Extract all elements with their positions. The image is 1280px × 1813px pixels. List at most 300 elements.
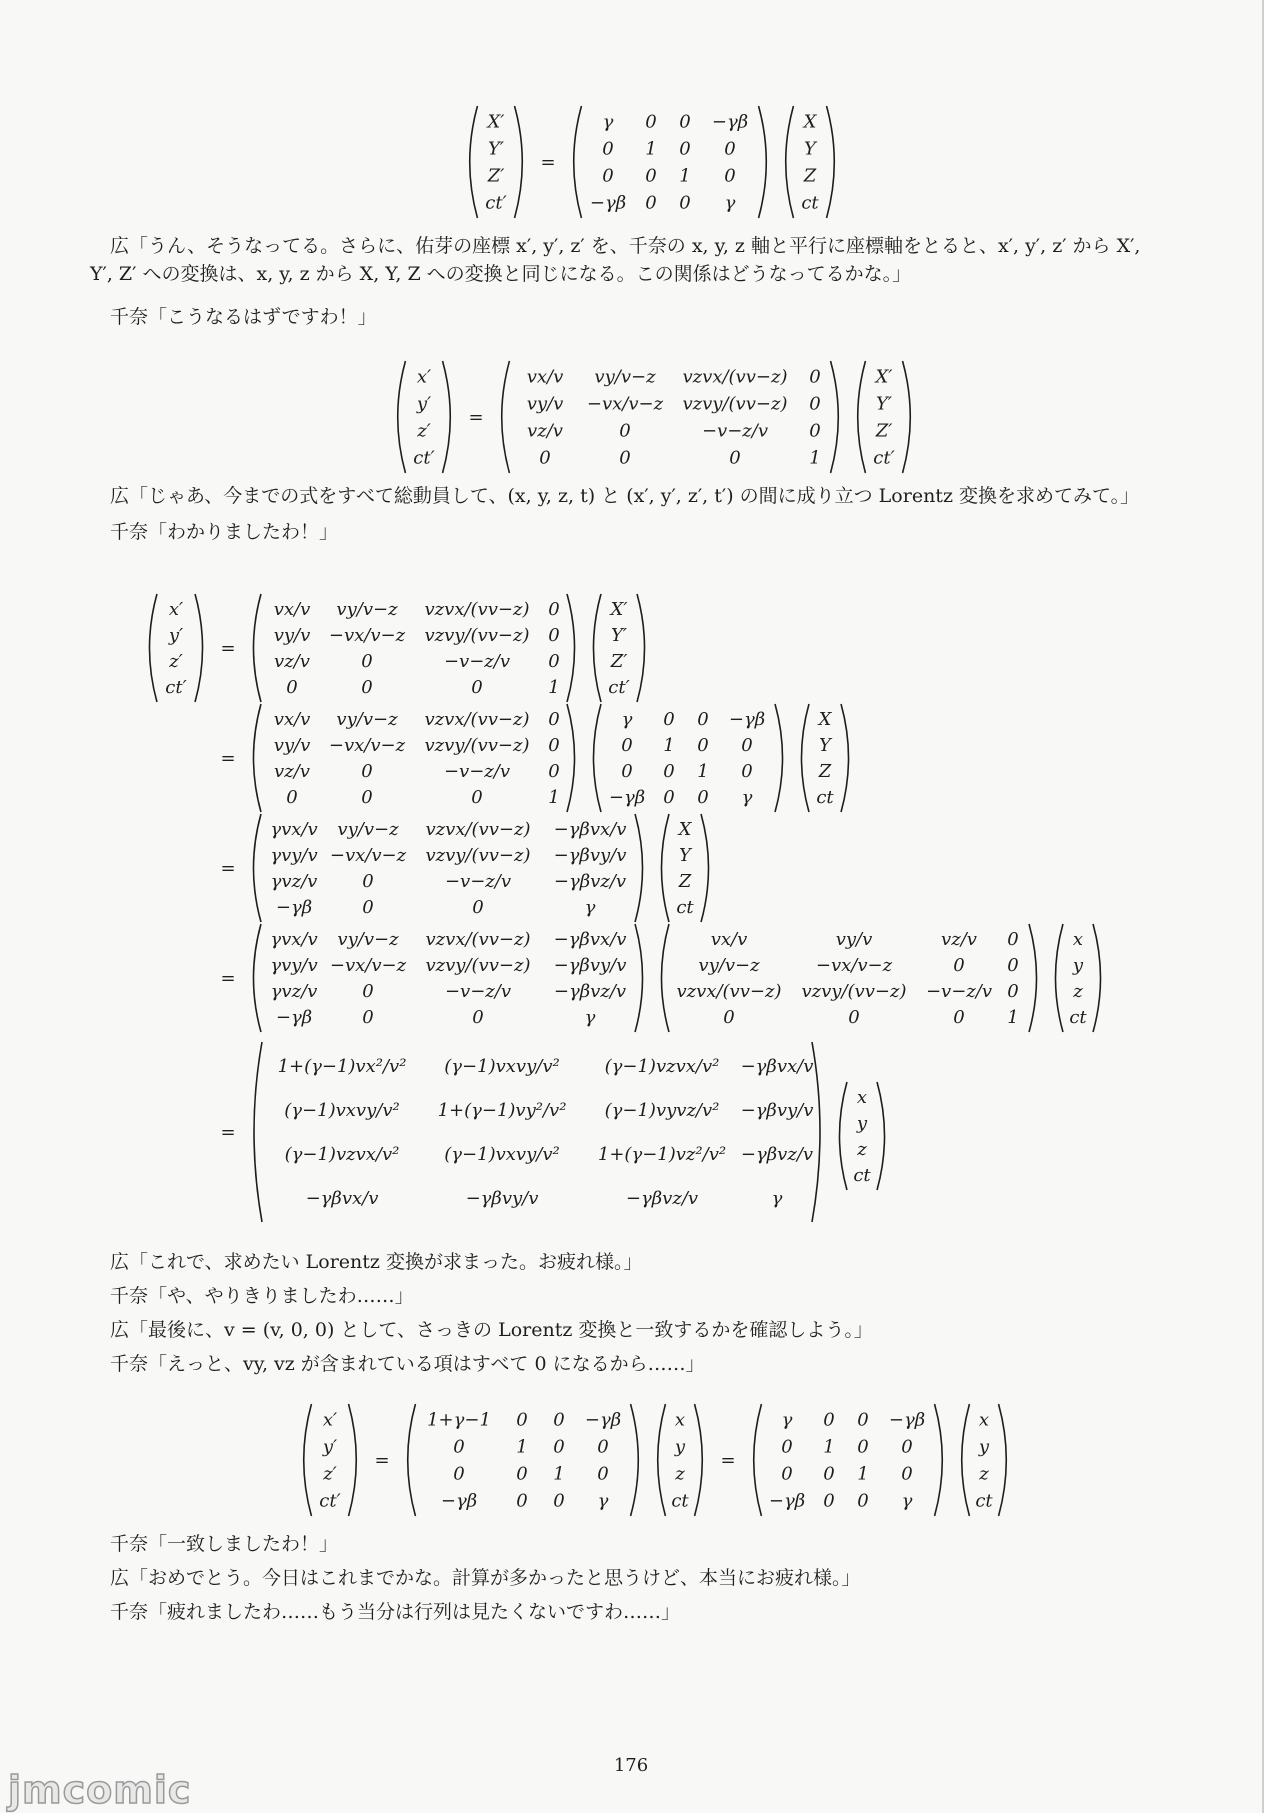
d4-rotT-cell-0-3: 0: [1007, 929, 1019, 950]
d1-vec-right-paren: [637, 594, 644, 702]
eq2-rot-cell-0-1: vy/v−z: [594, 366, 656, 388]
c-mat-cell-0-0: 1+γ−1: [427, 1409, 491, 1431]
c-boost-right-paren: [935, 1404, 943, 1516]
d2-rot-cell-3-1: 0: [361, 787, 373, 808]
c-lhs-cell-1-0: y′: [322, 1436, 338, 1458]
d1-lhs-right-paren: [195, 594, 202, 702]
d4-prod-cell-0-2: vzvx/(vv−z): [425, 929, 531, 950]
dialogue-line-10: 広「おめでとう。今日はこれまでかな。計算が多かったと思うけど、本当にお疲れ様。」: [110, 1567, 861, 1589]
c-mat-cell-2-0: 0: [453, 1463, 465, 1485]
eq2-lhs-cell-0-0: x′: [416, 366, 432, 388]
c-mat-cell-0-1: 0: [516, 1409, 528, 1431]
d4-prod-cell-1-1: −vx/v−z: [329, 955, 407, 976]
d4-prod-cell-2-3: −γβvz/v: [553, 981, 627, 1002]
c-boost-cell-0-2: 0: [857, 1409, 869, 1431]
d1-rot-cell-1-2: vzvy/(vv−z): [424, 625, 530, 646]
eq1-lhs-left-paren: [470, 106, 478, 218]
c-mat-left-paren: [408, 1404, 416, 1516]
eq1-boost-left-paren: [574, 106, 582, 218]
d4-rotT-cell-1-2: 0: [953, 955, 965, 976]
c-vec2-cell-1-0: y: [978, 1436, 990, 1458]
d4-prod-cell-0-0: γvx/v: [270, 929, 318, 950]
d4-prod-cell-3-3: γ: [584, 1007, 596, 1028]
d4-rotT-cell-0-1: vy/v: [835, 929, 873, 950]
d4-rotT-cell-2-1: vzvy/(vv−z): [801, 981, 907, 1002]
c-boost-cell-3-2: 0: [857, 1490, 869, 1512]
c-lhs-cell-3-0: ct′: [319, 1490, 341, 1512]
d5-fin-cell-3-3: γ: [771, 1188, 783, 1209]
c-equals-1: =: [374, 1450, 390, 1471]
c-mat-cell-0-2: 0: [553, 1409, 565, 1431]
d2-rot-right-paren: [567, 704, 574, 812]
d1-rot-cell-0-3: 0: [548, 599, 560, 620]
d2-equals: =: [220, 748, 236, 769]
eq2-lhs-cell-3-0: ct′: [413, 447, 435, 469]
d4-rotT-left-paren: [661, 924, 668, 1032]
d3-vec-cell-0-0: X: [678, 819, 692, 840]
d5-vec-right-paren: [877, 1082, 884, 1190]
c-mat-cell-3-1: 0: [516, 1490, 528, 1512]
eq2-rot-cell-0-2: vzvx/(vv−z): [682, 366, 788, 388]
d2-rot-cell-1-0: vy/v: [273, 735, 311, 756]
c-vec2-right-paren: [999, 1404, 1007, 1516]
eq2-lhs-cell-1-0: y′: [416, 393, 432, 415]
eq2-equals: =: [468, 407, 484, 428]
eq1-lhs-cell-0-0: X′: [487, 111, 505, 133]
d1-rot-cell-2-2: −v−z/v: [443, 651, 511, 672]
d2-rot-cell-3-2: 0: [471, 787, 483, 808]
eq1-rhs-cell-0-0: X: [803, 111, 817, 133]
d4-prod-cell-3-1: 0: [362, 1007, 374, 1028]
c-mat-cell-1-0: 0: [453, 1436, 465, 1458]
eq2-lhs-right-paren: [443, 361, 451, 473]
d1-rot-cell-3-0: 0: [286, 677, 298, 698]
d3-vec-cell-1-0: Y: [679, 845, 691, 866]
eq2-rot-cell-0-0: vx/v: [526, 366, 564, 388]
d1-vec-cell-1-0: Y′: [611, 625, 627, 646]
eq1-boost-right-paren: [759, 106, 767, 218]
eq2-rot-cell-1-1: −vx/v−z: [586, 393, 664, 415]
d5-fin-cell-3-1: −γβvy/v: [465, 1188, 539, 1209]
eq1-boost-cell-1-1: 1: [645, 138, 657, 160]
watermark-logo: jmcomic: [8, 1768, 192, 1812]
d3-prod-cell-2-3: −γβvz/v: [553, 871, 627, 892]
d4-prod-cell-3-0: −γβ: [275, 1007, 313, 1028]
c-mat-cell-3-3: γ: [597, 1490, 609, 1512]
d2-rot-cell-0-3: 0: [548, 709, 560, 730]
eq2-rot-cell-3-0: 0: [539, 447, 551, 469]
d2-boost-cell-0-3: −γβ: [728, 709, 766, 730]
d1-rot-cell-1-0: vy/v: [273, 625, 311, 646]
d4-prod-cell-3-2: 0: [472, 1007, 484, 1028]
d1-vec-left-paren: [593, 594, 600, 702]
d2-rot-cell-1-2: vzvy/(vv−z): [424, 735, 530, 756]
d1-rot-left-paren: [253, 594, 260, 702]
d5-fin-cell-0-1: (γ−1)vxvy/v²: [444, 1056, 560, 1077]
d5-fin-cell-2-3: −γβvz/v: [740, 1144, 814, 1165]
d1-rot-cell-1-3: 0: [548, 625, 560, 646]
eq1-rhs-right-paren: [827, 106, 835, 218]
d5-fin-cell-1-1: 1+(γ−1)vy²/v²: [437, 1100, 567, 1121]
d3-prod-cell-0-2: vzvx/(vv−z): [425, 819, 531, 840]
d4-rotT-cell-1-1: −vx/v−z: [815, 955, 893, 976]
c-vec1-cell-2-0: z: [675, 1463, 685, 1485]
d3-prod-left-paren: [253, 814, 260, 922]
page-number: 176: [613, 1755, 649, 1776]
d4-rotT-cell-1-3: 0: [1007, 955, 1019, 976]
eq2-rot-cell-3-1: 0: [619, 447, 631, 469]
eq2-rhs-cell-1-0: Y′: [876, 393, 892, 415]
eq1-lhs-right-paren: [515, 106, 523, 218]
d5-fin-cell-3-2: −γβvz/v: [625, 1188, 699, 1209]
d4-rotT-cell-3-3: 1: [1007, 1007, 1019, 1028]
c-boost-cell-0-3: −γβ: [888, 1409, 926, 1431]
d3-prod-cell-3-1: 0: [362, 897, 374, 918]
d1-vec-cell-0-0: X′: [610, 599, 628, 620]
c-boost-cell-2-0: 0: [781, 1463, 793, 1485]
d1-rot-cell-2-1: 0: [361, 651, 373, 672]
d2-boost-cell-3-1: 0: [663, 787, 675, 808]
eq1-boost-cell-3-3: γ: [724, 192, 736, 214]
c-lhs-left-paren: [304, 1404, 312, 1516]
d4-prod-cell-1-0: γvy/v: [270, 955, 318, 976]
c-boost-cell-1-3: 0: [901, 1436, 913, 1458]
d3-prod-cell-1-1: −vx/v−z: [329, 845, 407, 866]
d4-rotT-cell-2-3: 0: [1007, 981, 1019, 1002]
d5-fin-cell-2-0: (γ−1)vzvx/v²: [284, 1144, 400, 1165]
d1-vec-cell-2-0: Z′: [610, 651, 628, 672]
eq1-boost-cell-1-3: 0: [724, 138, 736, 160]
d2-vec-left-paren: [801, 704, 808, 812]
d4-prod-cell-0-1: vy/v−z: [337, 929, 399, 950]
d5-fin-left-paren: [254, 1042, 262, 1222]
c-boost-cell-1-0: 0: [781, 1436, 793, 1458]
d2-rot-cell-2-0: vz/v: [274, 761, 310, 782]
d2-boost-cell-0-2: 0: [697, 709, 709, 730]
equation-1: [0, 100, 1262, 220]
d4-prod-cell-0-3: −γβvx/v: [553, 929, 627, 950]
d2-boost-left-paren: [593, 704, 600, 812]
d5-vec-cell-1-0: y: [856, 1113, 868, 1134]
c-lhs-cell-2-0: z′: [323, 1463, 337, 1485]
d2-rot-cell-1-1: −vx/v−z: [328, 735, 406, 756]
d2-boost-cell-2-3: 0: [741, 761, 753, 782]
c-vec2-left-paren: [962, 1404, 970, 1516]
dialogue-line-5: 広「これで、求めたい Lorentz 変換が求まった。お疲れ様。」: [110, 1251, 643, 1273]
c-vec1-right-paren: [695, 1404, 703, 1516]
d2-rot-cell-2-3: 0: [548, 761, 560, 782]
d1-rot-cell-0-2: vzvx/(vv−z): [424, 599, 530, 620]
eq2-rot-cell-2-3: 0: [809, 420, 821, 442]
eq2-rhs-cell-0-0: X′: [875, 366, 893, 388]
eq2-rot-cell-2-2: −v−z/v: [701, 420, 769, 442]
d2-boost-cell-1-0: 0: [621, 735, 633, 756]
d4-vec-cell-1-0: y: [1072, 955, 1084, 976]
d2-boost-cell-3-3: γ: [741, 787, 753, 808]
d5-fin-cell-2-1: (γ−1)vxvy/v²: [444, 1144, 560, 1165]
d3-prod-cell-3-0: −γβ: [275, 897, 313, 918]
d3-prod-cell-1-0: γvy/v: [270, 845, 318, 866]
d4-rotT-cell-3-1: 0: [848, 1007, 860, 1028]
d5-fin-cell-3-0: −γβvx/v: [305, 1188, 379, 1209]
d3-prod-cell-3-3: γ: [584, 897, 596, 918]
d4-prod-cell-1-2: vzvy/(vv−z): [425, 955, 531, 976]
eq1-boost-cell-0-2: 0: [679, 111, 691, 133]
d2-boost-cell-1-3: 0: [741, 735, 753, 756]
c-vec1-cell-1-0: y: [674, 1436, 686, 1458]
eq1-boost-cell-0-0: γ: [602, 111, 614, 133]
d2-rot-cell-3-3: 1: [548, 787, 560, 808]
d2-vec-cell-0-0: X: [818, 709, 832, 730]
d1-rot-cell-2-3: 0: [548, 651, 560, 672]
d3-prod-cell-3-2: 0: [472, 897, 484, 918]
c-boost-cell-0-1: 0: [823, 1409, 835, 1431]
c-mat-cell-1-1: 1: [516, 1436, 528, 1458]
eq1-equals: =: [540, 152, 556, 173]
d4-prod-right-paren: [635, 924, 642, 1032]
d2-boost-cell-2-2: 1: [697, 761, 709, 782]
d2-vec-right-paren: [841, 704, 848, 812]
d3-equals: =: [220, 858, 236, 879]
eq1-rhs-cell-3-0: ct: [801, 192, 819, 214]
eq2-lhs-left-paren: [398, 361, 406, 473]
eq2-lhs-cell-2-0: z′: [417, 420, 431, 442]
d2-boost-right-paren: [775, 704, 782, 812]
c-boost-cell-3-0: −γβ: [768, 1490, 806, 1512]
d4-vec-left-paren: [1055, 924, 1062, 1032]
d4-prod-cell-2-2: −v−z/v: [444, 981, 512, 1002]
d5-fin-cell-1-0: (γ−1)vxvy/v²: [284, 1100, 400, 1121]
d2-boost-cell-1-1: 1: [663, 735, 675, 756]
d4-prod-cell-2-0: γvz/v: [270, 981, 318, 1002]
d2-boost-cell-3-0: −γβ: [608, 787, 646, 808]
dialogue-line-2: 千奈「こうなるはずですわ！」: [110, 306, 377, 328]
c-boost-cell-1-2: 0: [857, 1436, 869, 1458]
eq1-boost-cell-3-0: −γβ: [589, 192, 627, 214]
c-mat-cell-1-2: 0: [553, 1436, 565, 1458]
d2-rot-cell-0-2: vzvx/(vv−z): [424, 709, 530, 730]
dialogue-line-9: 千奈「一致しましたわ！」: [110, 1533, 339, 1555]
d1-rot-cell-3-3: 1: [548, 677, 560, 698]
dialogue-line-7: 広「最後に、v = (v, 0, 0) として、さっきの Lorentz 変換と一致するかを確認しよう。」: [110, 1319, 873, 1341]
eq1-boost-cell-3-1: 0: [645, 192, 657, 214]
d1-rot-cell-2-0: vz/v: [274, 651, 310, 672]
eq2-rot-cell-1-0: vy/v: [526, 393, 564, 415]
d3-prod-cell-2-2: −v−z/v: [444, 871, 512, 892]
c-mat-cell-1-3: 0: [597, 1436, 609, 1458]
d4-rotT-cell-2-0: vzvx/(vv−z): [676, 981, 782, 1002]
derivation-svg: [0, 592, 1262, 1232]
equation-check-svg: [0, 1400, 1262, 1520]
eq2-rhs-right-paren: [903, 361, 911, 473]
d1-lhs-cell-0-0: x′: [168, 599, 184, 620]
c-mat-cell-2-3: 0: [597, 1463, 609, 1485]
d4-rotT-cell-0-2: vz/v: [941, 929, 977, 950]
derivation-block: [0, 592, 1262, 1232]
eq1-boost-cell-0-1: 0: [645, 111, 657, 133]
d4-rotT-cell-0-0: vx/v: [710, 929, 748, 950]
d2-rot-left-paren: [253, 704, 260, 812]
c-vec1-cell-0-0: x: [674, 1409, 686, 1431]
c-mat-cell-2-2: 1: [553, 1463, 565, 1485]
d3-vec-cell-2-0: Z: [678, 871, 692, 892]
dialogue-line-3: 広「じゃあ、今までの式をすべて総動員して、(x, y, z, t) と (x′, y′, z′, t′) の間に成り立つ Lorentz 変換を求めてみて。」: [110, 485, 1140, 507]
d2-vec-cell-1-0: Y: [819, 735, 831, 756]
equation-2-svg: [0, 355, 1262, 475]
equation-1-svg: [0, 100, 1262, 220]
eq2-rot-cell-2-0: vz/v: [527, 420, 563, 442]
eq1-rhs-cell-1-0: Y: [804, 138, 816, 160]
d3-vec-right-paren: [701, 814, 708, 922]
equation-check: [0, 1400, 1262, 1520]
c-equals-2: =: [720, 1450, 736, 1471]
dialogue-line-11: 千奈「疲れましたわ……もう当分は行列は見たくないですわ……」: [110, 1601, 681, 1623]
d4-prod-cell-2-1: 0: [362, 981, 374, 1002]
d1-equals: =: [220, 638, 236, 659]
c-boost-cell-2-3: 0: [901, 1463, 913, 1485]
c-mat-cell-3-2: 0: [553, 1490, 565, 1512]
d2-vec-cell-2-0: Z: [818, 761, 832, 782]
d5-vec-cell-0-0: x: [856, 1087, 868, 1108]
eq2-rot-cell-2-1: 0: [619, 420, 631, 442]
eq2-rot-cell-0-3: 0: [809, 366, 821, 388]
c-boost-cell-0-0: γ: [781, 1409, 793, 1431]
d3-prod-cell-0-1: vy/v−z: [337, 819, 399, 840]
d2-vec-cell-3-0: ct: [816, 787, 834, 808]
d3-prod-cell-1-3: −γβvy/v: [553, 845, 627, 866]
eq1-boost-cell-1-2: 0: [679, 138, 691, 160]
d1-rot-cell-0-0: vx/v: [273, 599, 311, 620]
eq1-boost-cell-1-0: 0: [602, 138, 614, 160]
c-mat-cell-0-3: −γβ: [584, 1409, 622, 1431]
equation-2: [0, 355, 1262, 475]
d3-prod-cell-0-0: γvx/v: [270, 819, 318, 840]
eq2-rot-cell-3-3: 1: [809, 447, 821, 469]
d4-vec-cell-3-0: ct: [1069, 1007, 1087, 1028]
d1-vec-cell-3-0: ct′: [608, 677, 630, 698]
d4-prod-left-paren: [253, 924, 260, 1032]
eq2-rhs-cell-2-0: Z′: [875, 420, 893, 442]
d4-vec-cell-0-0: x: [1072, 929, 1084, 950]
d5-vec-cell-3-0: ct: [853, 1165, 871, 1186]
d2-boost-cell-3-2: 0: [697, 787, 709, 808]
d2-rot-cell-2-2: −v−z/v: [443, 761, 511, 782]
eq2-rot-cell-1-3: 0: [809, 393, 821, 415]
d5-vec-cell-2-0: z: [857, 1139, 867, 1160]
d4-rotT-cell-1-0: vy/v−z: [698, 955, 760, 976]
d4-rotT-cell-2-2: −v−z/v: [925, 981, 993, 1002]
c-lhs-right-paren: [349, 1404, 357, 1516]
d2-rot-cell-0-1: vy/v−z: [336, 709, 398, 730]
d1-lhs-cell-3-0: ct′: [165, 677, 187, 698]
d2-boost-cell-0-1: 0: [663, 709, 675, 730]
dialogue-line-6: 千奈「や、やりきりましたわ……」: [110, 1285, 414, 1307]
c-boost-cell-3-1: 0: [823, 1490, 835, 1512]
d4-rotT-cell-3-0: 0: [723, 1007, 735, 1028]
d1-rot-cell-1-1: −vx/v−z: [328, 625, 406, 646]
d1-lhs-left-paren: [149, 594, 156, 702]
d2-rot-cell-3-0: 0: [286, 787, 298, 808]
eq1-boost-cell-2-1: 0: [645, 165, 657, 187]
d4-rotT-cell-3-2: 0: [953, 1007, 965, 1028]
d1-rot-cell-3-2: 0: [471, 677, 483, 698]
d2-boost-cell-2-0: 0: [621, 761, 633, 782]
d4-equals: =: [220, 968, 236, 989]
d2-rot-cell-0-0: vx/v: [273, 709, 311, 730]
d2-boost-cell-1-2: 0: [697, 735, 709, 756]
d2-boost-cell-0-0: γ: [621, 709, 633, 730]
c-vec2-cell-3-0: ct: [975, 1490, 993, 1512]
d4-vec-right-paren: [1093, 924, 1100, 1032]
d3-prod-cell-0-3: −γβvx/v: [553, 819, 627, 840]
d2-rot-cell-1-3: 0: [548, 735, 560, 756]
c-boost-cell-2-2: 1: [857, 1463, 869, 1485]
d3-prod-cell-2-0: γvz/v: [270, 871, 318, 892]
eq2-rot-cell-3-2: 0: [729, 447, 741, 469]
eq2-rot-right-paren: [831, 361, 839, 473]
d5-vec-left-paren: [839, 1082, 846, 1190]
c-vec1-left-paren: [658, 1404, 666, 1516]
eq1-boost-cell-2-0: 0: [602, 165, 614, 187]
c-mat-cell-2-1: 0: [516, 1463, 528, 1485]
c-mat-cell-3-0: −γβ: [440, 1490, 478, 1512]
d5-equals: =: [220, 1122, 236, 1143]
eq1-boost-cell-2-2: 1: [679, 165, 691, 187]
eq2-rot-cell-1-2: vzvy/(vv−z): [682, 393, 788, 415]
c-mat-right-paren: [631, 1404, 639, 1516]
d3-vec-cell-3-0: ct: [676, 897, 694, 918]
d4-vec-cell-2-0: z: [1073, 981, 1083, 1002]
d3-prod-cell-1-2: vzvy/(vv−z): [425, 845, 531, 866]
c-boost-left-paren: [754, 1404, 762, 1516]
d5-fin-cell-0-3: −γβvx/v: [740, 1056, 814, 1077]
c-boost-cell-2-1: 0: [823, 1463, 835, 1485]
eq2-rhs-cell-3-0: ct′: [873, 447, 895, 469]
eq1-lhs-cell-2-0: Z′: [487, 165, 505, 187]
eq1-rhs-left-paren: [786, 106, 794, 218]
c-boost-cell-3-3: γ: [901, 1490, 913, 1512]
d1-lhs-cell-2-0: z′: [169, 651, 183, 672]
eq2-rhs-left-paren: [858, 361, 866, 473]
d4-rotT-right-paren: [1029, 924, 1036, 1032]
eq1-lhs-cell-1-0: Y′: [488, 138, 504, 160]
d5-fin-cell-0-0: 1+(γ−1)vx²/v²: [277, 1056, 407, 1077]
dialogue-line-4: 千奈「わかりましたわ！」: [110, 521, 339, 543]
eq1-boost-cell-2-3: 0: [724, 165, 736, 187]
c-lhs-cell-0-0: x′: [322, 1409, 338, 1431]
eq1-lhs-cell-3-0: ct′: [485, 192, 507, 214]
d3-prod-cell-2-1: 0: [362, 871, 374, 892]
d1-rot-right-paren: [567, 594, 574, 702]
eq1-boost-cell-0-3: −γβ: [711, 111, 749, 133]
d5-fin-cell-1-2: (γ−1)vyvz/v²: [604, 1100, 720, 1121]
d1-rot-cell-3-1: 0: [361, 677, 373, 698]
d1-lhs-cell-1-0: y′: [168, 625, 184, 646]
d3-prod-right-paren: [635, 814, 642, 922]
d5-fin-cell-1-3: −γβvy/v: [740, 1100, 814, 1121]
d5-fin-cell-0-2: (γ−1)vzvx/v²: [604, 1056, 720, 1077]
eq2-rot-left-paren: [502, 361, 510, 473]
dialogue-line-8: 千奈「えっと、vy, vz が含まれている項はすべて 0 になるから……」: [110, 1353, 705, 1375]
d1-rot-cell-0-1: vy/v−z: [336, 599, 398, 620]
d2-boost-cell-2-1: 0: [663, 761, 675, 782]
eq1-boost-cell-3-2: 0: [679, 192, 691, 214]
c-vec2-cell-0-0: x: [978, 1409, 990, 1431]
d2-rot-cell-2-1: 0: [361, 761, 373, 782]
d3-vec-left-paren: [661, 814, 668, 922]
c-vec1-cell-3-0: ct: [671, 1490, 689, 1512]
c-vec2-cell-2-0: z: [979, 1463, 989, 1485]
